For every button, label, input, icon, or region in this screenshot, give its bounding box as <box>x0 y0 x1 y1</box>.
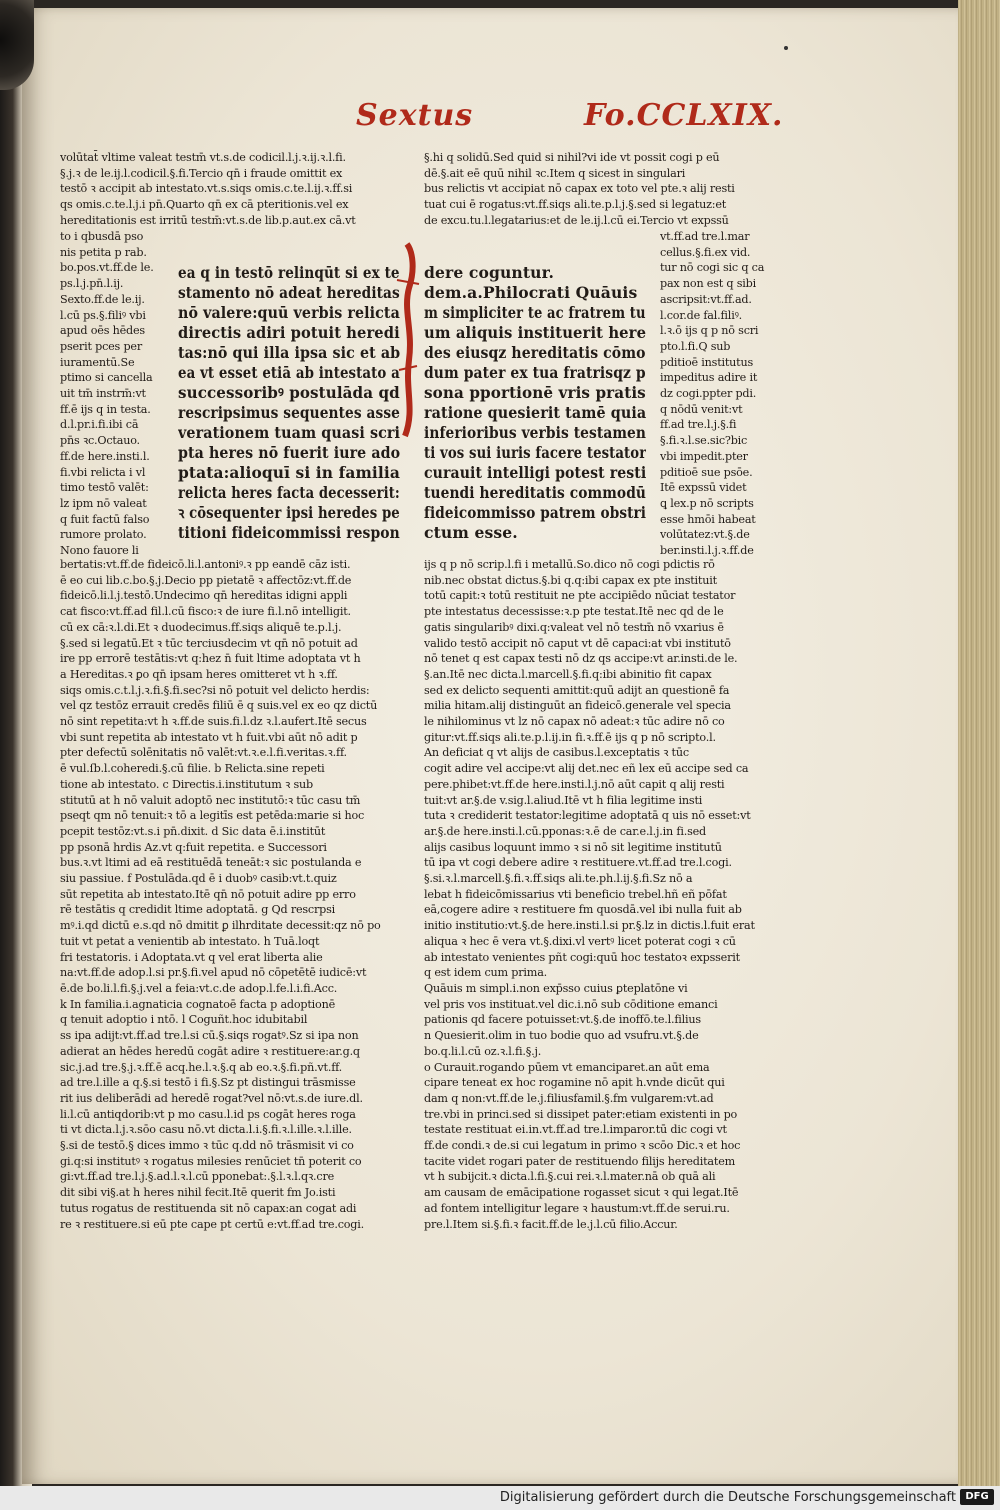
text-line: a Hereditas.ꝛ ꝑo qn̄ ipsam heres omitteret vt h ꝛ.ff. <box>60 667 338 681</box>
text-line: tuta ꝛ crediderit testator:legitime adoptatā q uis nō esset:vt <box>424 809 751 823</box>
text-line: nō valere:quū verbis relicta <box>178 303 400 322</box>
text-line: pditioē institutus <box>660 355 754 369</box>
text-line: nō sint repetita:vt h ꝛ.ff.de suis.fi.l.dz ꝛ.l.aufert.Itē secus <box>60 715 367 729</box>
text-line: testō ꝛ accipit ab intestato.vt.s.siqs omis.c.te.l.ij.ꝛ.ff.si <box>60 182 353 196</box>
text-line: pseqt qm nō tenuit:ꝛ tō a legitīs est petēda:marie si hoc <box>60 809 365 823</box>
text-line: §.si.ꝛ.l.marcell.§.fi.ꝛ.ff.siqs ali.te.ph.l.ij.§.fi.Sz nō a <box>424 872 693 886</box>
text-line: relicta heres facta decesserit: <box>178 483 400 502</box>
text-line: rumore prolato. <box>60 528 147 542</box>
text-line: tuit vt petat a venientib ab intestato. h Tuā.loqt <box>60 934 320 948</box>
text-line: pto.l.fi.Q sub <box>660 339 731 353</box>
text-line: pserit pces per <box>60 339 142 353</box>
text-line: bo.pos.vt.ff.de le. <box>60 261 154 275</box>
text-line: titioni fideicommissi respon <box>178 523 400 542</box>
text-line: fideicō.li.l.j.testō.Undecimo qn̄ hereditas idigni appli <box>60 589 348 603</box>
text-line: pp psonā hrdis Az.vt q:fuit repetita. e Successori <box>60 840 327 854</box>
text-line: bus relictis vt accipiat nō capax ex toto vel pte.ꝛ alij resti <box>424 182 735 196</box>
text-line: pax non est q sibi <box>660 277 756 291</box>
text-line: milia hitam.alij distinguūt an fideicō.generale vel specia <box>424 699 731 713</box>
gloss-bottom-left <box>60 557 400 1239</box>
text-line: iuramentū.Se <box>60 355 135 369</box>
text-line: ab intestato venientes pñt cogi:quū hoc testatoꝛ expsserit <box>424 950 740 964</box>
text-line: dam q non:vt.ff.de le.j.filiusfamil.§.fm vulgarem:vt.ad <box>424 1091 714 1105</box>
text-line: sona pportionē vris pratis <box>424 383 646 402</box>
text-line: le nihilominus vt lz nō capax nō adeat:ꝛ tūc adire nō co <box>424 715 725 729</box>
text-line: rē testātis q credidit ltime adoptatā. g Qd rescrpsi <box>60 903 336 917</box>
text-line: tū ipa vt cogi debere adire ꝛ restituere.vt.ff.ad tre.l.cogi. <box>424 856 732 870</box>
text-line: q fuit factū falso <box>60 512 150 526</box>
text-line: valido testō accipit nō caput vt dē capaci:at vbi institutō <box>424 636 731 650</box>
text-line: pn̄s ꝛc.Octauo. <box>60 434 140 448</box>
text-line: initio institutio:vt.§.de here.insti.l.si pr.§.lz in dictis.l.fuit erat <box>424 919 755 933</box>
text-line: gi:vt.ff.ad tre.l.j.§.ad.l.ꝛ.l.cū pponebat:.§.l.ꝛ.l.qꝛ.cre <box>60 1170 335 1184</box>
text-line: testate restituat ei.in.vt.ff.ad tre.l.imparor.tū dic cogi vt <box>424 1123 727 1137</box>
text-line: qs omis.c.te.l.j.i pn̄.Quarto qn̄ ex cā pteritionis.vel ex <box>60 198 349 212</box>
text-line: tur nō cogi sic q ca <box>660 261 765 275</box>
textus-column-right <box>424 263 646 548</box>
text-line: q tenuit adoptio i ntō. l Coguñt.hoc idubitabil <box>60 1013 308 1027</box>
text-line: m simpliciter te ac fratrem tu <box>424 303 646 322</box>
page-block-edge <box>958 0 1000 1490</box>
text-line: pditioē sue psōe. <box>660 465 753 479</box>
text-line: eā,cogere adire ꝛ restituere fm quosdā.vel ibi nulla fuit ab <box>424 903 742 917</box>
text-line: sic.j.ad tre.§.j.ꝛ.ff.ē acq.he.l.ꝛ.§.q ab eo.ꝛ.§.fi.pñ.vt.ff. <box>60 1060 343 1074</box>
text-line: fri testatoris. i Adoptata.vt q vel erat liberta alie <box>60 950 323 964</box>
text-line: hereditationis est irritū testm̄:vt.s.de lib.p.aut.ex cā.vt <box>60 213 356 227</box>
text-line: impeditus adire it <box>660 371 758 385</box>
text-line: successoribꝰ postulāda qd <box>178 383 400 402</box>
text-line: adierat an hēdes heredū cogāt adire ꝛ restituere:ar.g.q <box>60 1044 360 1058</box>
text-line: o Curauit.rogando pūem vt emanciparet.an aūt ema <box>424 1060 710 1074</box>
text-line: na:vt.ff.de adop.l.si pr.§.fi.vel apud nō cōpetētē iudicē:vt <box>60 966 367 980</box>
text-line: curauit intelligi potest resti <box>424 463 646 482</box>
text-line: ptimo si cancella <box>60 371 153 385</box>
text-line: bo.q.li.l.cū oz.ꝛ.l.fi.§.j. <box>424 1044 542 1058</box>
text-line: tione ab intestato. c Directis.i.institutum ꝛ sub <box>60 777 313 791</box>
text-line: ea q in testō relinqūt si ex te <box>178 263 400 282</box>
text-line: vbi impedit.pter <box>660 449 748 463</box>
text-line: ff.ē ijs q in testa. <box>60 402 151 416</box>
text-line: ber.insti.l.j.ꝛ.ff.de <box>660 544 754 558</box>
text-line: volūtat̄ vltime valeat testm̄ vt.s.de codicil.l.j.ꝛ.ij.ꝛ.l.fi. <box>60 151 346 164</box>
text-line: dum pater ex tua fratrisqz p <box>424 363 646 382</box>
text-line: ti vt dicta.l.j.ꝛ.sōo casu nō.vt dicta.l.i.§.fi.ꝛ.l.ille.ꝛ.l.ille. <box>60 1123 352 1137</box>
text-line: totū capit:ꝛ totū restituit ne pte accipiēdo nūciat testator <box>424 589 736 603</box>
text-line: siqs omis.c.t.l.j.ꝛ.fi.§.fi.sec?si nō potuit vel delicto herdis: <box>60 683 370 697</box>
funding-credit: Digitalisierung gefördert durch die Deutsche Forschungsgemeinschaft <box>499 1490 956 1505</box>
text-line: §.sed si legatū.Et ꝛ tūc terciusdecim vt qn̄ nō potuit ad <box>60 636 358 650</box>
text-line: l.cor.de fal.filiꝰ. <box>660 308 742 322</box>
text-line: fideicommisso patrem obstri <box>424 503 646 522</box>
text-line: siu passiue. f Postulāda.qd ē i duobꝰ casib:vt.t.quiz <box>60 872 337 886</box>
text-line: ratione quesierit tamē quia <box>424 403 646 422</box>
text-line: cū ex cā:ꝛ.l.di.Et ꝛ duodecimus.ff.siqs aliquē te.p.l.j. <box>60 620 342 634</box>
text-line: pta heres nō fuerit iure ado <box>178 443 400 462</box>
text-line: Itē expssū videt <box>660 481 747 495</box>
text-line: ire pp errorē testātis:vt q:hez n̄ fuit ltime adoptata vt h <box>60 652 361 666</box>
text-line: q nōdū venit:vt <box>660 402 743 416</box>
text-line: n Quesierit.olim in tuo bodie quo ad vsufru.vt.§.de <box>424 1029 699 1043</box>
text-line: tutus rogatus de restituenda sit nō capax:an cogat adi <box>60 1201 357 1215</box>
text-line: am causam de emācipatione rogasset sicut ꝛ qui legat.Itē <box>424 1186 739 1200</box>
text-line: fi.vbi relicta i vl <box>60 465 146 479</box>
text-line: tre.vbi in princi.sed si dissipet pater:etiam existenti in po <box>424 1107 738 1121</box>
decorated-initial-i <box>393 240 423 440</box>
text-line: inferioribus verbis testamen <box>424 423 646 442</box>
text-line: cat fisco:vt.ff.ad fil.l.cū fisco:ꝛ de iure fi.l.nō intelligit. <box>60 605 351 619</box>
text-line: sed ex delicto sequenti amittit:quū adijt an questionē fa <box>424 683 730 697</box>
text-line: ss ipa adijt:vt.ff.ad tre.l.si cū.§.siqs rogatꝰ.Sz si ipa non <box>60 1029 359 1043</box>
curled-page-corner <box>0 0 34 90</box>
text-line: ps.l.j.pn̄.l.ij. <box>60 277 124 291</box>
text-line: ijs q p nō scrip.l.fi i metallū.So.dico nō cogi pdictis rō <box>424 558 715 571</box>
text-line: vbi sunt repetita ab intestato vt h fuit.vbi aūt nō adit p <box>60 730 358 744</box>
text-line: pere.phibet:vt.ff.de here.insti.l.j.nō aūt capit q alij resti <box>424 777 725 791</box>
running-head: Sextus <box>356 98 474 133</box>
text-line: ascripsit:vt.ff.ad. <box>660 292 752 306</box>
text-line: Quāuis m simpl.i.non exp̄sso cuius ꝑteplatōne vi <box>424 981 688 995</box>
text-line: d.l.pr.i.fi.ibi cā <box>60 418 139 432</box>
text-line: uit tm̄ instrm̄:vt <box>60 387 146 401</box>
text-line: lz ipm nō valeat <box>60 496 147 510</box>
text-line: nib.nec obstat dictus.§.bi q.q:ibi capax ex pte instituit <box>424 573 717 587</box>
text-line: l.cū ps.§.filiꝰ vbi <box>60 308 146 322</box>
text-line: gi.q:si institutꝰ ꝛ rogatus milesies renūciet tn̄ poterit co <box>60 1154 362 1168</box>
text-line: cogit adire vel accipe:vt alij det.nec eñ lex eū accipe sed ca <box>424 762 749 776</box>
ink-speck <box>784 46 788 50</box>
text-line: pter defectū solēnitatis nō valēt:vt.ꝛ.e.l.fi.veritas.ꝛ.ff. <box>60 746 347 760</box>
text-line: ti vos sui iuris facere testator <box>424 443 646 462</box>
text-line: ar.§.de here.insti.l.cū.pponas:ꝛ.ē de car.e.l.j.in fi.sed <box>424 824 707 838</box>
text-line: pre.l.Item si.§.fi.ꝛ facit.ff.de le.j.l.cū filio.Accur. <box>424 1217 678 1231</box>
text-line: gitur:vt.ff.siqs ali.te.p.l.ij.in fi.ꝛ.ff.ē ijs q p nō scripto.l. <box>424 730 716 744</box>
text-line: vt.ff.ad tre.l.mar <box>660 230 750 243</box>
text-line: pationis qd facere potuisset:vt.§.de inoffō.te.l.filius <box>424 1013 701 1027</box>
text-line: pcepit testōz:vt.s.i pn̄.dixit. d Sic data ē.i.institūt <box>60 824 326 838</box>
text-line: des eiusqz hereditatis cōmo <box>424 343 646 362</box>
text-line: vel pris vos instituat.vel dic.i.nō sub cōditione emanci <box>424 997 718 1011</box>
text-line: §.fi.ꝛ.l.se.sic?bic <box>660 434 748 448</box>
text-line: ē.de bo.li.l.fi.§.j.vel a feia:vt.c.de adop.l.fe.l.i.fi.Acc. <box>60 981 338 995</box>
text-line: cellus.§.fi.ex vid. <box>660 245 751 259</box>
text-line: re ꝛ restituere.si eū pte cape pt certū e:vt.ff.ad tre.cogi. <box>60 1217 364 1231</box>
gloss-top-right <box>424 150 786 232</box>
text-line: ff.ad tre.l.j.§.fi <box>660 418 737 432</box>
text-line: dere coguntur. <box>424 263 555 282</box>
text-line: aliqua ꝛ hec ē vera vt.§.dixi.vl vertꝰ licet poterat cogi ꝛ cū <box>424 934 736 948</box>
text-line: de excu.tu.l.legatarius:et de le.ij.l.cū ei.Tercio vt expssū <box>424 213 729 227</box>
text-line: ptata:alioquī si in familia <box>178 463 400 482</box>
text-line: Nono fauore li <box>60 544 139 558</box>
text-line: lebat h fideicōmissarius vti beneficio trebel.hñ eñ pōfat <box>424 887 727 901</box>
text-line: k In familia.i.agnaticia cognatoē facta p adoptionē <box>60 997 336 1011</box>
text-line: dit sibi vi§.at h heres nihil fecit.Itē querit fm Jo.isti <box>60 1186 336 1200</box>
text-line: ff.de here.insti.l. <box>60 449 150 463</box>
text-line: dem.a.Philocrati Quāuis <box>424 283 638 302</box>
text-line: nō tenet q est capax testi nō dz qs accipe:vt ar.insti.de le. <box>424 652 738 666</box>
text-line: vt h subijcit.ꝛ dicta.l.fi.§.cui rei.ꝛ.l.mater.nā ob quā ali <box>424 1170 716 1184</box>
text-line: dz cogi.ppter pdi. <box>660 387 757 401</box>
text-line: bertatis:vt.ff.de fideicō.li.l.antoniꝰ.ꝛ pp eandē cāz isti. <box>60 558 351 571</box>
text-line: ꝛ cōsequenter ipsi heredes pe <box>178 503 400 522</box>
text-line: An deficiat q vt alijs de casibus.l.exceptatis ꝛ tūc <box>424 746 689 760</box>
text-line: tuat cui ē rogatus:vt.ff.siqs ali.te.p.l.j.§.sed si legatuz:et <box>424 198 727 212</box>
text-line: apud oēs hēdes <box>60 324 145 338</box>
text-line: tuendi hereditatis commodū <box>424 483 646 502</box>
text-line: dē.§.ait eē quū nihil ꝛc.Item q sicest in singulari <box>424 166 686 180</box>
text-line: nis petita p rab. <box>60 245 147 259</box>
text-line: to i qbusdā pso <box>60 230 144 243</box>
text-line: stitutū at h nō valuit adoptō nec institutō:ꝛ tūc casu tm̄ <box>60 793 361 807</box>
text-line: cipare teneat ex hoc rogamine nō apit h.vnde dicūt qui <box>424 1076 725 1090</box>
gloss-right-margin <box>660 229 786 559</box>
text-line: tas:nō qui illa ipsa sic et ab <box>178 343 400 362</box>
text-line: ē vul.ſb.l.coheredi.§.cū filie. b Relicta.sine repeti <box>60 762 325 776</box>
text-line: §.si de testō.§ dices immo ꝛ tūc q.dd nō trāsmisit vi co <box>60 1139 354 1153</box>
text-line: vel qz testōz errauit credēs filiū ē q suis.vel ex eo qz dictū <box>60 699 378 713</box>
text-line: ctum esse. <box>424 523 518 542</box>
text-line: alijs casibus loquunt immo ꝛ si nō sit legitime institutū <box>424 840 722 854</box>
gloss-top-left <box>60 150 400 232</box>
text-line: um aliquis instituerit here <box>424 323 646 342</box>
text-line: ad fontem intelligitur legare ꝛ haustum:vt.ff.de serui.ru. <box>424 1201 730 1215</box>
text-line: directis adiri potuit heredi <box>178 323 400 342</box>
text-line: pte intestatus decessisse:ꝛ.p pte testat.Itē nec qd de le <box>424 605 724 619</box>
gloss-bottom-right <box>424 557 786 1239</box>
text-line: timo testō valēt: <box>60 481 149 495</box>
text-line: mꝰ.i.qd dictū e.s.qd nō dmitit ꝑ ilhrditate decessit:qz nō po <box>60 919 381 933</box>
text-line: li.l.cū antiqdorib:vt p mo casu.l.id ps cogāt heres roga <box>60 1107 356 1121</box>
dfg-logo: DFG <box>960 1489 994 1505</box>
text-line: volūtatez:vt.§.de <box>660 528 750 542</box>
gloss-left-margin <box>60 229 160 559</box>
text-line: ad tre.l.ille a q.§.si testō i fi.§.Sz pt distingui trāsmisse <box>60 1076 356 1090</box>
text-line: §.hi q solidū.Sed quid si nihil?vi ide vt possit cogi p eū <box>424 151 720 164</box>
text-line: l.ꝛ.ō ijs q p nō scri <box>660 324 759 338</box>
text-line: rit ius deliberādi ad heredē rogat?vel nō:vt.s.de iure.dl. <box>60 1091 363 1105</box>
text-line: tacite videt rogari pater de restituendo filijs hereditatem <box>424 1154 736 1168</box>
text-line: Sexto.ff.de le.ij. <box>60 292 145 306</box>
text-line: ē eo cui lib.c.bo.§.j.Decio pp pietatē ꝛ affectōz:vt.ff.de <box>60 573 352 587</box>
text-line: tuit:vt ar.§.de v.sig.l.aliud.Itē vt h filia legitime insti <box>424 793 703 807</box>
text-line: ea vt esset etiā ab intestato a <box>178 363 400 382</box>
text-line: esse hmōi habeat <box>660 512 756 526</box>
text-line: sūt repetita ab intestato.Itē qn̄ nō potuit adire pp erro <box>60 887 356 901</box>
text-line: gatis singularibꝰ dixi.q:valeat vel nō testm̄ nō vxarius ē <box>424 620 724 634</box>
text-line: verationem tuam quasi scri <box>178 423 400 442</box>
text-line: stamento nō adeat hereditas <box>178 283 400 302</box>
text-line: bus.ꝛ.vt ltimi ad eā restituēdā teneāt:ꝛ sic postulanda e <box>60 856 362 870</box>
text-line: q est idem cum prima. <box>424 966 548 980</box>
text-line: rescripsimus sequentes asse <box>178 403 400 422</box>
text-line: §.an.Itē nec dicta.l.marcell.§.fi.q:ibi abinitio fit capax <box>424 667 712 681</box>
text-line: §.j.ꝛ de le.ij.l.codicil.§.fi.Tercio qn̄ i fraude omittit ex <box>60 166 343 180</box>
text-line: ꝗ lex.p nō scripts <box>660 496 754 510</box>
text-line: ff.de condi.ꝛ de.si cui legatum in primo ꝛ scōo Dic.ꝛ et hoc <box>424 1139 741 1153</box>
textus-column-left <box>178 263 400 548</box>
folio-number: Fo.CCLXIX. <box>584 98 784 133</box>
